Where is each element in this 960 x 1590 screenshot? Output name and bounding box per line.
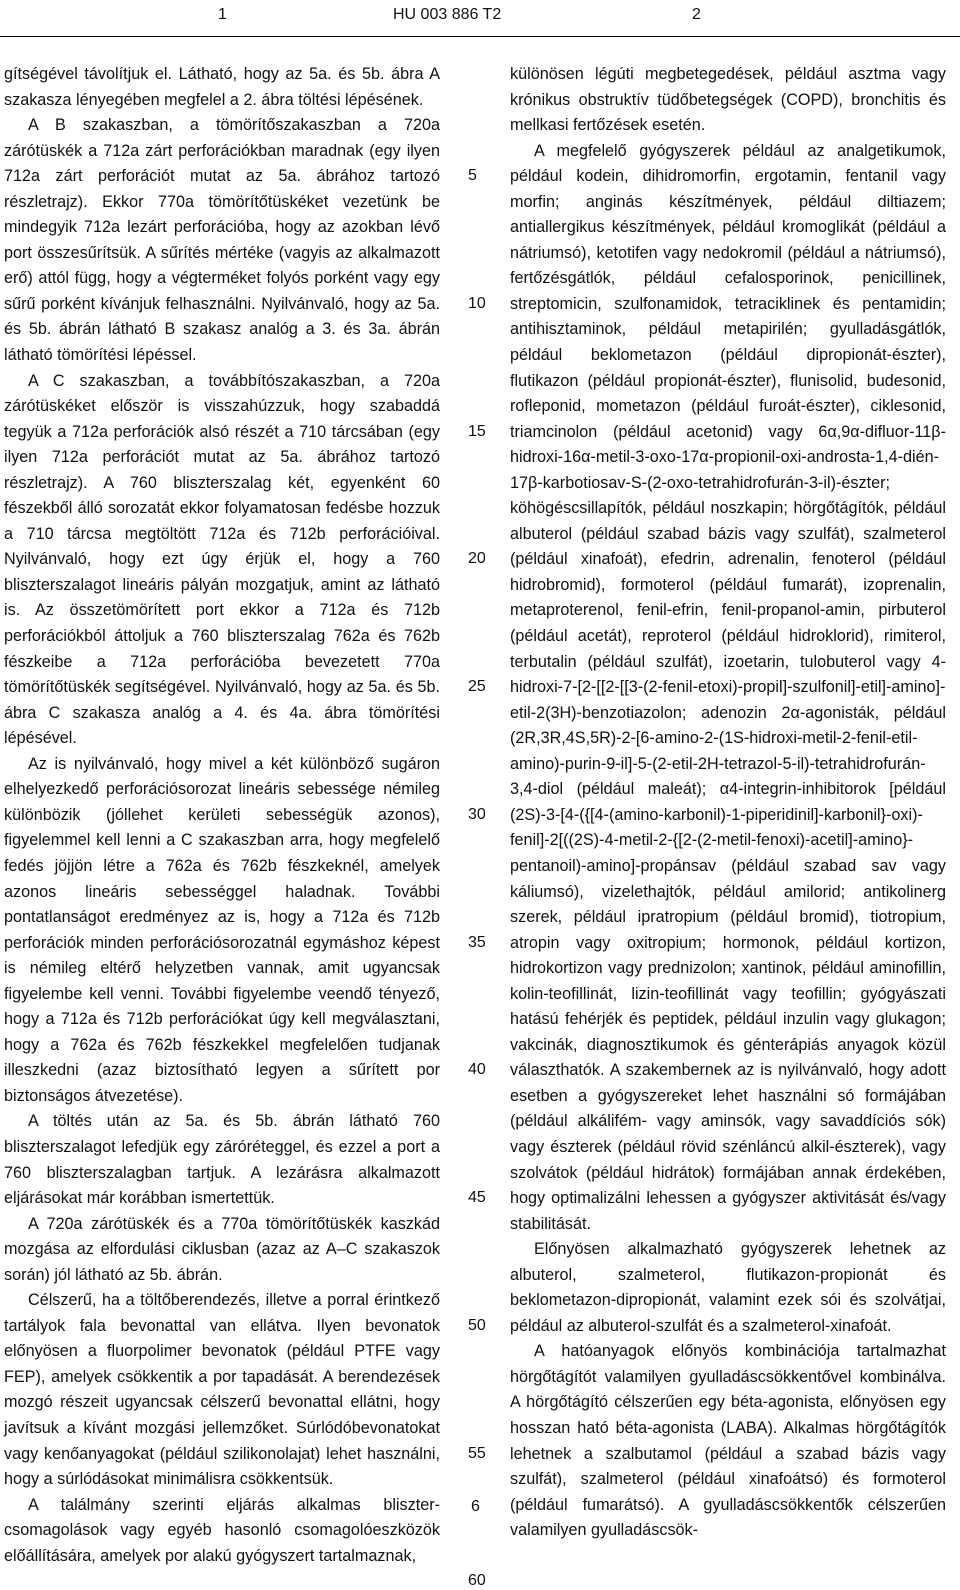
- header-divider: [0, 36, 960, 37]
- paragraph: Az is nyilvánvaló, hogy mivel a két különböző sugáron elhelyezkedő perforációsorozat lineáris sebessége némileg különbözik (jóllehet kerületi sebességük azonos), figyelemmel kell lenni a C szakaszban arra, hogy megfelelő fedés jöjjön létre a 762a és 762b fészkeknél, amelyek azonos lineáris sebességgel haladnak. További pontatlanságot eredményez az is, hogy a 712a és 712b perforációk minden perforációsorozatnál egymáshoz képest is némileg eltérő helyzetben vannak, amit ugyancsak figyelembe kell venni. További figyelembe veendő tényező, hogy a 712a és 712b perforációkat úgy kell megválasztani, hogy a 762a és 762b fészkekkel megfelelően tudjanak illeszkedni (azaz biztosítható legyen a sűrített por biztonságos átvezetése).: [4, 754, 440, 1105]
- paragraph: gítségével távolítjuk el. Látható, hogy az 5a. és 5b. ábra A szakasza lényegében megfelel a 2. ábra töltési lépésének.: [4, 65, 440, 109]
- paragraph: A hatóanyagok előnyös kombinációja tartalmazhat hörgőtágítót valamilyen gyulladáscsökkentővel kombinálva. A hörgőtágító célszerűen egy béta-agonista, előnyösen egy hosszan ható béta-agonista (LABA). Alkalmas hörgőtágítók lehetnek a szalbutamol (például a szabad bázis vagy szulfát), szalmeterol (például xinafoátsó) és formoterol (például fumarátsó). A gyulladáscsökkentők célszerűen valamilyen gyulladáscsök-: [510, 1342, 946, 1540]
- line-number: 60: [468, 1572, 486, 1590]
- line-number: 20: [468, 550, 486, 568]
- line-number: 40: [468, 1061, 486, 1079]
- header-left-page-number: 1: [218, 6, 227, 23]
- line-number: 10: [468, 294, 486, 312]
- page-footer-number: 6: [471, 1498, 480, 1515]
- right-column: [510, 62, 946, 1544]
- line-number: 15: [468, 422, 486, 440]
- paragraph: különösen légúti megbetegedések, például asztma vagy krónikus obstruktív tüdőbetegségek (COPD), bronchitis és mellkasi fertőzések esetén.: [510, 65, 946, 135]
- page-header: [0, 0, 960, 40]
- line-number: 45: [468, 1189, 486, 1206]
- paragraph: Előnyösen alkalmazható gyógyszerek lehetnek az albuterol, szalmeterol, flutikazon-propionát és beklometazon-dipropionát, valamint ezek sói és szolvátjai, például az albuterol-szulfát és a szalmeterol-xinafoát.: [510, 1240, 946, 1335]
- line-number: 30: [468, 805, 486, 823]
- header-right-page-number: 2: [692, 6, 701, 23]
- paragraph: A találmány szerinti eljárás alkalmas blisztercsomagolások vagy egyéb hasonló csomagolóeszközök előállítására, amelyek por alakú gyógyszert tartalmaznak,: [4, 1495, 440, 1565]
- paragraph: A C szakaszban, a továbbítószakaszban, a 720a zárótüskéket először is visszahúzzuk, hogy szabaddá tegyük a 712a perforációk alsó részét a 710 tárcsában (egy ilyen 712a perforációt mutat az 5a. ábrához tartozó részletrajz). A 760 bliszterszalag két, egyenként 60 fészekből álló sorozatát ekkor folyamatosan fedésbe hozzuk a 710 tárcsa megtöltött 712a és 712b perforációival. Nyilvánvaló, hogy ezt úgy érjük el, hogy a 760 bliszterszalagot lineáris pályán mozgatjuk, amint az látható is. Az összetömörített port ekkor a 712a és 712b perforációkból áttoljuk a 760 bliszterszalag 762a és 762b fészkeibe a 712a perforációba bevezetett 770a tömörítőtüskék segítségével. Nyilvánvaló, hogy az 5a. és 5b. ábra C szakasza analóg a 4. és 4a. ábra tömörítési lépésével.: [4, 371, 440, 748]
- line-number: 55: [468, 1444, 486, 1462]
- paragraph: A megfelelő gyógyszerek például az analgetikumok, például kodein, dihidromorfin, ergotamin, fentanil vagy morfin; anginás készítmények, például diltiazem; antiallergikus készítmények, például kromoglikát (például a nátriumsó), ketotifen vagy nedokromil (például a nátriumsó), fertőzésgátlók, például cefalosporinok, penicillinek, streptomicin, szulfonamidok, tetraciklinek és pentamidin; antihisztaminok, például metapirilén; gyulladásgátlók, például beklometazon (például dipropionát-észter), flutikazon (például propionát-észter), flunisolid, budesonid, rofleponid, mometazon (például furoát-észter), ciklesonid, triamcinolon (például acetonid) vagy 6α,9α-difluor-11β-hidroxi-16α-metil-3-oxo-17α-propionil-oxi-androsta-1,4-dién-17β-karbotiosav-S-(2-oxo-tetrahidrofurán-3-il)-észter; köhögéscsillapítók, például noszkapin; hörgőtágítók, például albuterol (például szabad bázis vagy szulfát), szalmeterol (például xinafoát), efedrin, adrenalin, fenoterol (például hidrobromid), formoterol (például fumarát), izoprenalin, metaproterenol, fenil-efrin, fenil-propanol-amin, pirbuterol (például acetát), reproterol (például hidroklorid), rimiterol, terbutalin (például szulfát), izoetarin, tulobuterol vagy 4-hidroxi-7-[2-[[2-[[3-(2-fenil-etoxi)-propil]-szulfonil]-etil]-amino]-etil-2(3H)-benzotiazolon; adenozin 2α-agonisták, például (2R,3R,4S,5R)-2-[6-amino-2-(1S-hidroxi-metil-2-fenil-etil-amino)-purin-9-il]-5-(2-etil-2H-tetrazol-5-il)-tetrahidrofurán-3,4-diol (például maleát); α4-integrin-inhibitorok [például (2S)-3-[4-({[4-(amino-karbonil)-1-piperidinil]-karbonil}-oxi)-fenil]-2[((2S)-4-metil-2-{[2-(2-metil-fenoxi)-acetil]-amino}-pentanoil)-amino]-propánsav (például szabad sav vagy káliumsó), vizelethajtók, például amilorid; antikolinerg szerek, például ipratropium (például bromid), tiotropium, atropin vagy oxitropium; hormonok, például kortizon, hidrokortizon vagy prednizolon; xantinok, például aminofillin, kolin-teofillinát, lizin-teofillinát vagy teofillin; gyógyászati hatású fehérjék és peptidek, például inzulin vagy glukagon; vakcinák, diagnosztikumok és génterápiás anyagok közül választhatók. A szakembernek az is nyilvánvaló, hogy adott esetben a gyógyszereket lehet használni só formájában (például alkálifém- vagy aminsók, vagy savaddíciós sók) vagy észterek (például rövid szénláncú alkil-észterek), vagy szolvátok (például hidrátok) formájában annak érdekében, hogy optimalizálni lehessen a gyógyszer aktivitását és/vagy stabilitását.: [510, 141, 946, 1233]
- line-number: 35: [468, 933, 486, 951]
- paragraph: Célszerű, ha a töltőberendezés, illetve a porral érintkező tartályok fala bevonattal van ellátva. Ilyen bevonatok előnyösen a fluorpolimer bevonatok (például PTFE vagy FEP), amelyek csökkentik a por tapadását. A berendezések mozgó részeit ugyancsak célszerű bevonattal ellátni, hogy javítsuk a kívánt mozgási jellemzőket. Súrlódóbevonatokat vagy kenőanyagokat (például szilikonolajat) lehet használni, hogy a súrlódásokat minimálisra csökkentsük.: [4, 1291, 440, 1489]
- header-patent-number: HU 003 886 T2: [393, 6, 502, 23]
- paragraph: A B szakaszban, a tömörítőszakaszban a 720a zárótüskék a 712a zárt perforációkban maradnak (egy ilyen 712a zárt perforációt mutat az 5a. ábrához tartozó részletrajz). Ekkor 770a tömörítőtüskéket vezetünk be mindegyik 712a lezárt perforációba, hogy az azokban lévő port összesűrítsük. A sűrítés mértéke (vagyis az alkalmazott erő) attól függ, hogy a végterméket folyós porként vagy egy sűrű porként kívánjuk felhasználni. Nyilvánvaló, hogy az 5a. és 5b. ábrán látható B szakasz analóg a 3. és 3a. ábrán látható tömörítési lépéssel.: [4, 116, 440, 365]
- left-column: [4, 62, 440, 1569]
- line-number-margin: [468, 62, 498, 1590]
- paragraph: A 720a zárótüskék és a 770a tömörítőtüskék kaszkád mozgása az elfordulási ciklusban (azaz az A–C szakaszok során) jól látható az 5b. ábrán.: [4, 1214, 440, 1284]
- line-number: 50: [468, 1316, 486, 1334]
- paragraph: A töltés után az 5a. és 5b. ábrán látható 760 bliszterszalagot lefedjük egy záróréteggel, és ezzel a port a 760 bliszterszalagban tartjuk. A lezárásra alkalmazott eljárásokat már korábban ismertettük.: [4, 1112, 440, 1208]
- line-number: 25: [468, 678, 486, 695]
- line-number: 5: [468, 167, 477, 184]
